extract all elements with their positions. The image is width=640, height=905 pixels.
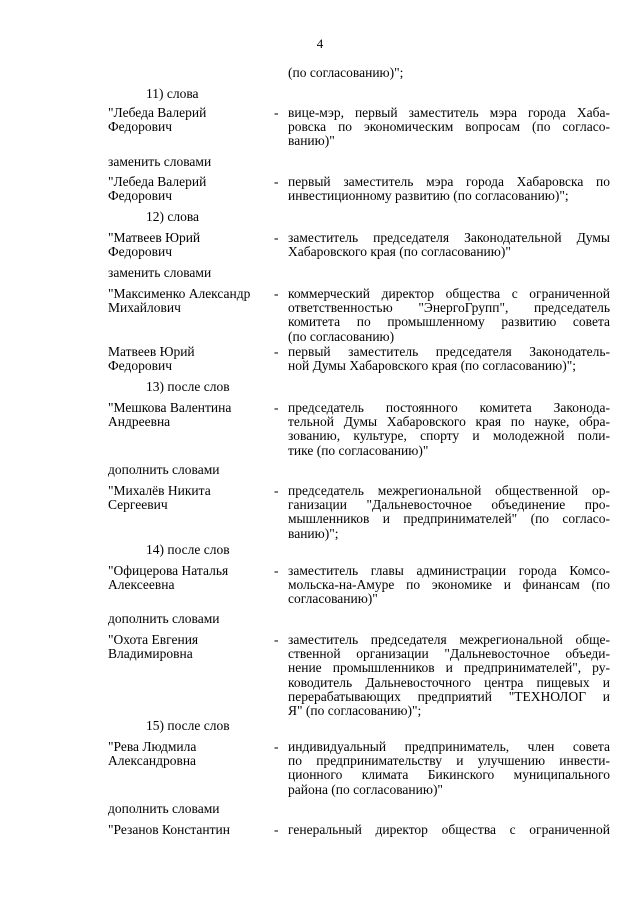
dash: -	[274, 174, 279, 189]
dash: -	[274, 400, 279, 415]
dash: -	[274, 739, 279, 754]
dash: -	[274, 632, 279, 647]
entry-description: коммерческий директор общества с ограниченной ответственностью "ЭнергоГрупп", председатель комитета по промышленному развитию совета (по согласованию)	[288, 286, 610, 344]
dash: -	[274, 286, 279, 301]
dash: -	[274, 822, 279, 837]
entry-name: "Лебеда Валерий Федорович	[108, 174, 207, 204]
entry-description: первый заместитель председателя Законодатель- ной Думы Хабаровского края (по согласованию)";	[288, 344, 610, 374]
replace-label: заменить словами	[108, 265, 212, 280]
entry-description: заместитель председателя межрегиональной обще- ственной организации "Дальневосточное объеди- нение промышленников и предпринимателей", ру- ководитель Дальневосточного центра пищевых и перерабатывающих предприятий "ТЕХНОЛОГ и Я" (по согласованию)";	[288, 632, 610, 719]
supplement-label: дополнить словами	[108, 801, 220, 816]
entry-name: "Максименко Александр Михайлович	[108, 286, 251, 316]
entry-name: "Матвеев Юрий Федорович	[108, 230, 201, 260]
entry-name: "Михалёв Никита Сергеевич	[108, 483, 211, 513]
section-12-heading: 12) слова	[146, 209, 200, 224]
supplement-label: дополнить словами	[108, 462, 220, 477]
page-number: 4	[316, 36, 324, 51]
continuation-text: (по согласованию)";	[288, 65, 404, 80]
entry-name: "Мешкова Валентина Андреевна	[108, 400, 232, 430]
dash: -	[274, 105, 279, 120]
dash: -	[274, 230, 279, 245]
entry-name: "Охота Евгения Владимировна	[108, 632, 199, 662]
entry-name: "Рева Людмила Александровна	[108, 739, 197, 769]
dash: -	[274, 563, 279, 578]
section-14-heading: 14) после слов	[146, 542, 230, 557]
entry-description: председатель постоянного комитета Законода- тельной Думы Хабаровского края по науке, обра- зованию, культуре, спорту и молодежной поли- тике (по согласованию)"	[288, 400, 610, 458]
section-15-heading: 15) после слов	[146, 718, 230, 733]
entry-name: Матвеев Юрий Федорович	[108, 344, 195, 374]
entry-description: индивидуальный предприниматель, член совета по предпринимательству и улучшению инвести- ционного климата Бикинского муниципального района (по согласованию)"	[288, 739, 610, 797]
entry-description: вице-мэр, первый заместитель мэра города Хаба- ровска по экономическим вопросам (по согласо- ванию)"	[288, 105, 610, 149]
supplement-label: дополнить словами	[108, 611, 220, 626]
entry-name: "Резанов Константин	[108, 822, 230, 837]
replace-label: заменить словами	[108, 154, 212, 169]
entry-description: председатель межрегиональной общественной ор- ганизации "Дальневосточное объединение про- мышленников и предпринимателей" (по согласо- ванию)";	[288, 483, 610, 541]
dash: -	[274, 483, 279, 498]
entry-description: первый заместитель мэра города Хабаровска по инвестиционному развитию (по согласованию)";	[288, 174, 610, 204]
entry-description: заместитель председателя Законодательной Думы Хабаровского края (по согласованию)"	[288, 230, 610, 260]
entry-description: заместитель главы администрации города Комсо- мольска-на-Амуре по экономике и финансам (по согласованию)"	[288, 563, 610, 607]
entry-description: генеральный директор общества с ограниченной	[288, 822, 610, 837]
entry-name: "Офицерова Наталья Алексеевна	[108, 563, 229, 593]
section-13-heading: 13) после слов	[146, 379, 230, 394]
dash: -	[274, 344, 279, 359]
entry-name: "Лебеда Валерий Федорович	[108, 105, 207, 135]
section-11-heading: 11) слова	[146, 86, 199, 101]
